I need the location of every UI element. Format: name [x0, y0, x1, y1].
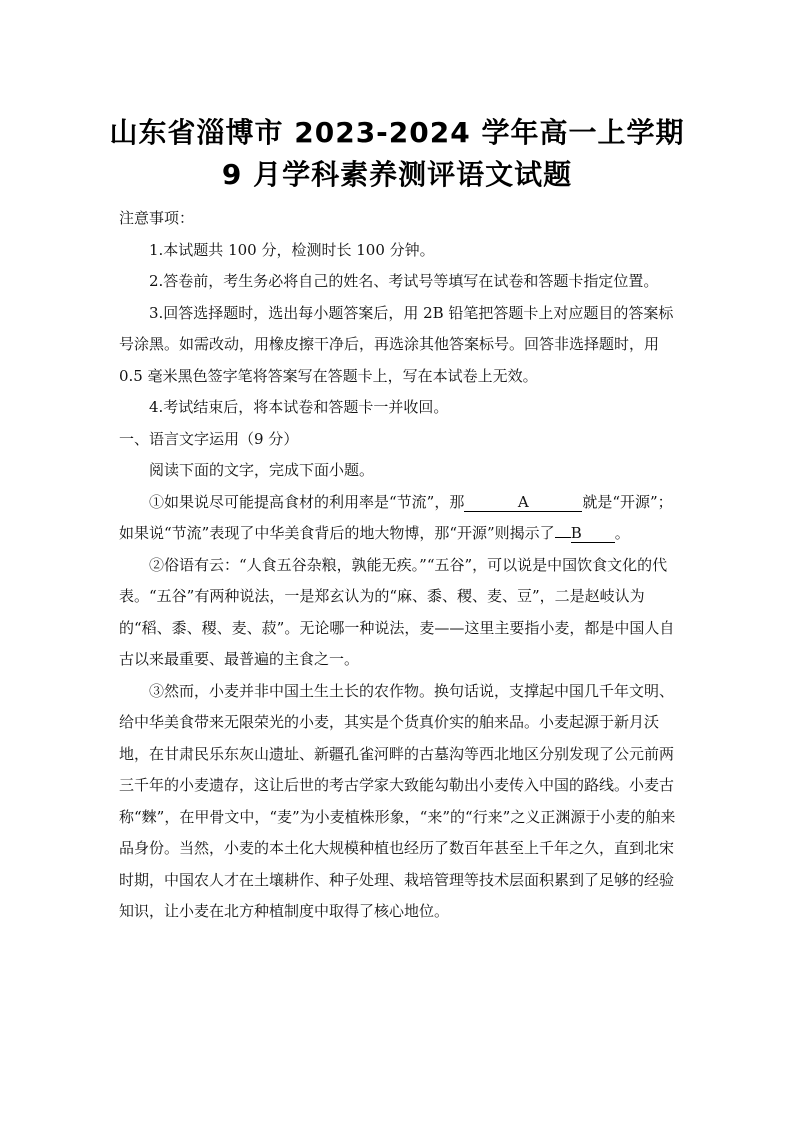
notice-item-2: 2.答卷前，考生务必将自己的姓名、考试号等填写在试卷和答题卡指定位置。 [149, 272, 659, 290]
blank-b-start [555, 537, 571, 538]
paragraph-1 [119, 487, 677, 550]
reading-instruction: 阅读下面的文字，完成下面小题。 [149, 461, 375, 479]
notice-item-1: 1.本试题共 100 分，检测时长 100 分钟。 [149, 240, 435, 259]
notice-item-3: 3.回答选择题时，选出每小题答案后，用 2B 铅笔把答题卡上对应题目的答案标号涂黑。如需改动，用橡皮擦干净后，再选涂其他答案标号。回答非选择题时，用 0.5 毫米黑色签字笔将答案写在答题卡上，写在本试卷上无效。 [119, 303, 674, 385]
notice-heading: 注意事项： [119, 209, 195, 227]
blank-b: B [571, 524, 615, 543]
paragraph-1-part2: 就是“开源”；如果说“节流”表现了中华美食背后的地大物博，那“开源”则揭示了 [119, 492, 673, 542]
paragraph-3: ③然而，小麦并非中国土生土长的农作物。换句话说，支撑起中国几千年文明、给中华美食带来无限荣光的小麦，其实是个货真价实的舶来品。小麦起源于新月沃地，在甘肃民乐东灰山遗址、新疆孔雀河畔的古墓沟等西北地区分别发现了公元前两三千年的小麦遗存，这让后世的考古学家大致能勾勒出小麦传入中国的路线。小麦古称“麳”，在甲骨文中，“麦”为小麦植株形象，“来”的“行来”之义正渊源于小麦的舶来品身份。当然，小麦的本土化大规模种植也经历了数百年甚至上千年之久，直到北宋时期，中国农人才在土壤耕作、种子处理、栽培管理等技术层面积累到了足够的经验知识，让小麦在北方种植制度中取得了核心地位。 [119, 681, 676, 920]
notice-item-4: 4.考试结束后，将本试卷和答题卡一并收回。 [149, 398, 449, 416]
paragraph-1-part1: ①如果说尽可能提高食材的利用率是“节流”，那 [149, 492, 465, 511]
section-heading: 一、语言文字运用（9 分） [119, 429, 299, 448]
paragraph-2: ②俗语有云：“人食五谷杂粮，孰能无疾。”“五谷”，可以说是中国饮食文化的代表。“五谷”有两种说法，一是郑玄认为的“麻、黍、稷、麦、豆”，二是赵岐认为的“稻、黍、稷、麦、菽”。无论哪一种说法，麦——这里主要指小麦，都是中国人自古以来最重要、最普遍的主食之一。 [119, 555, 675, 668]
exam-title-line2: 9 月学科素养测评语文试题 [221, 158, 573, 191]
blank-a: A [464, 493, 582, 512]
paragraph-1-part3: 。 [614, 524, 630, 542]
exam-title-line1: 山东省淄博市 2023-2024 学年高一上学期 [109, 116, 685, 149]
exam-body [119, 203, 677, 928]
